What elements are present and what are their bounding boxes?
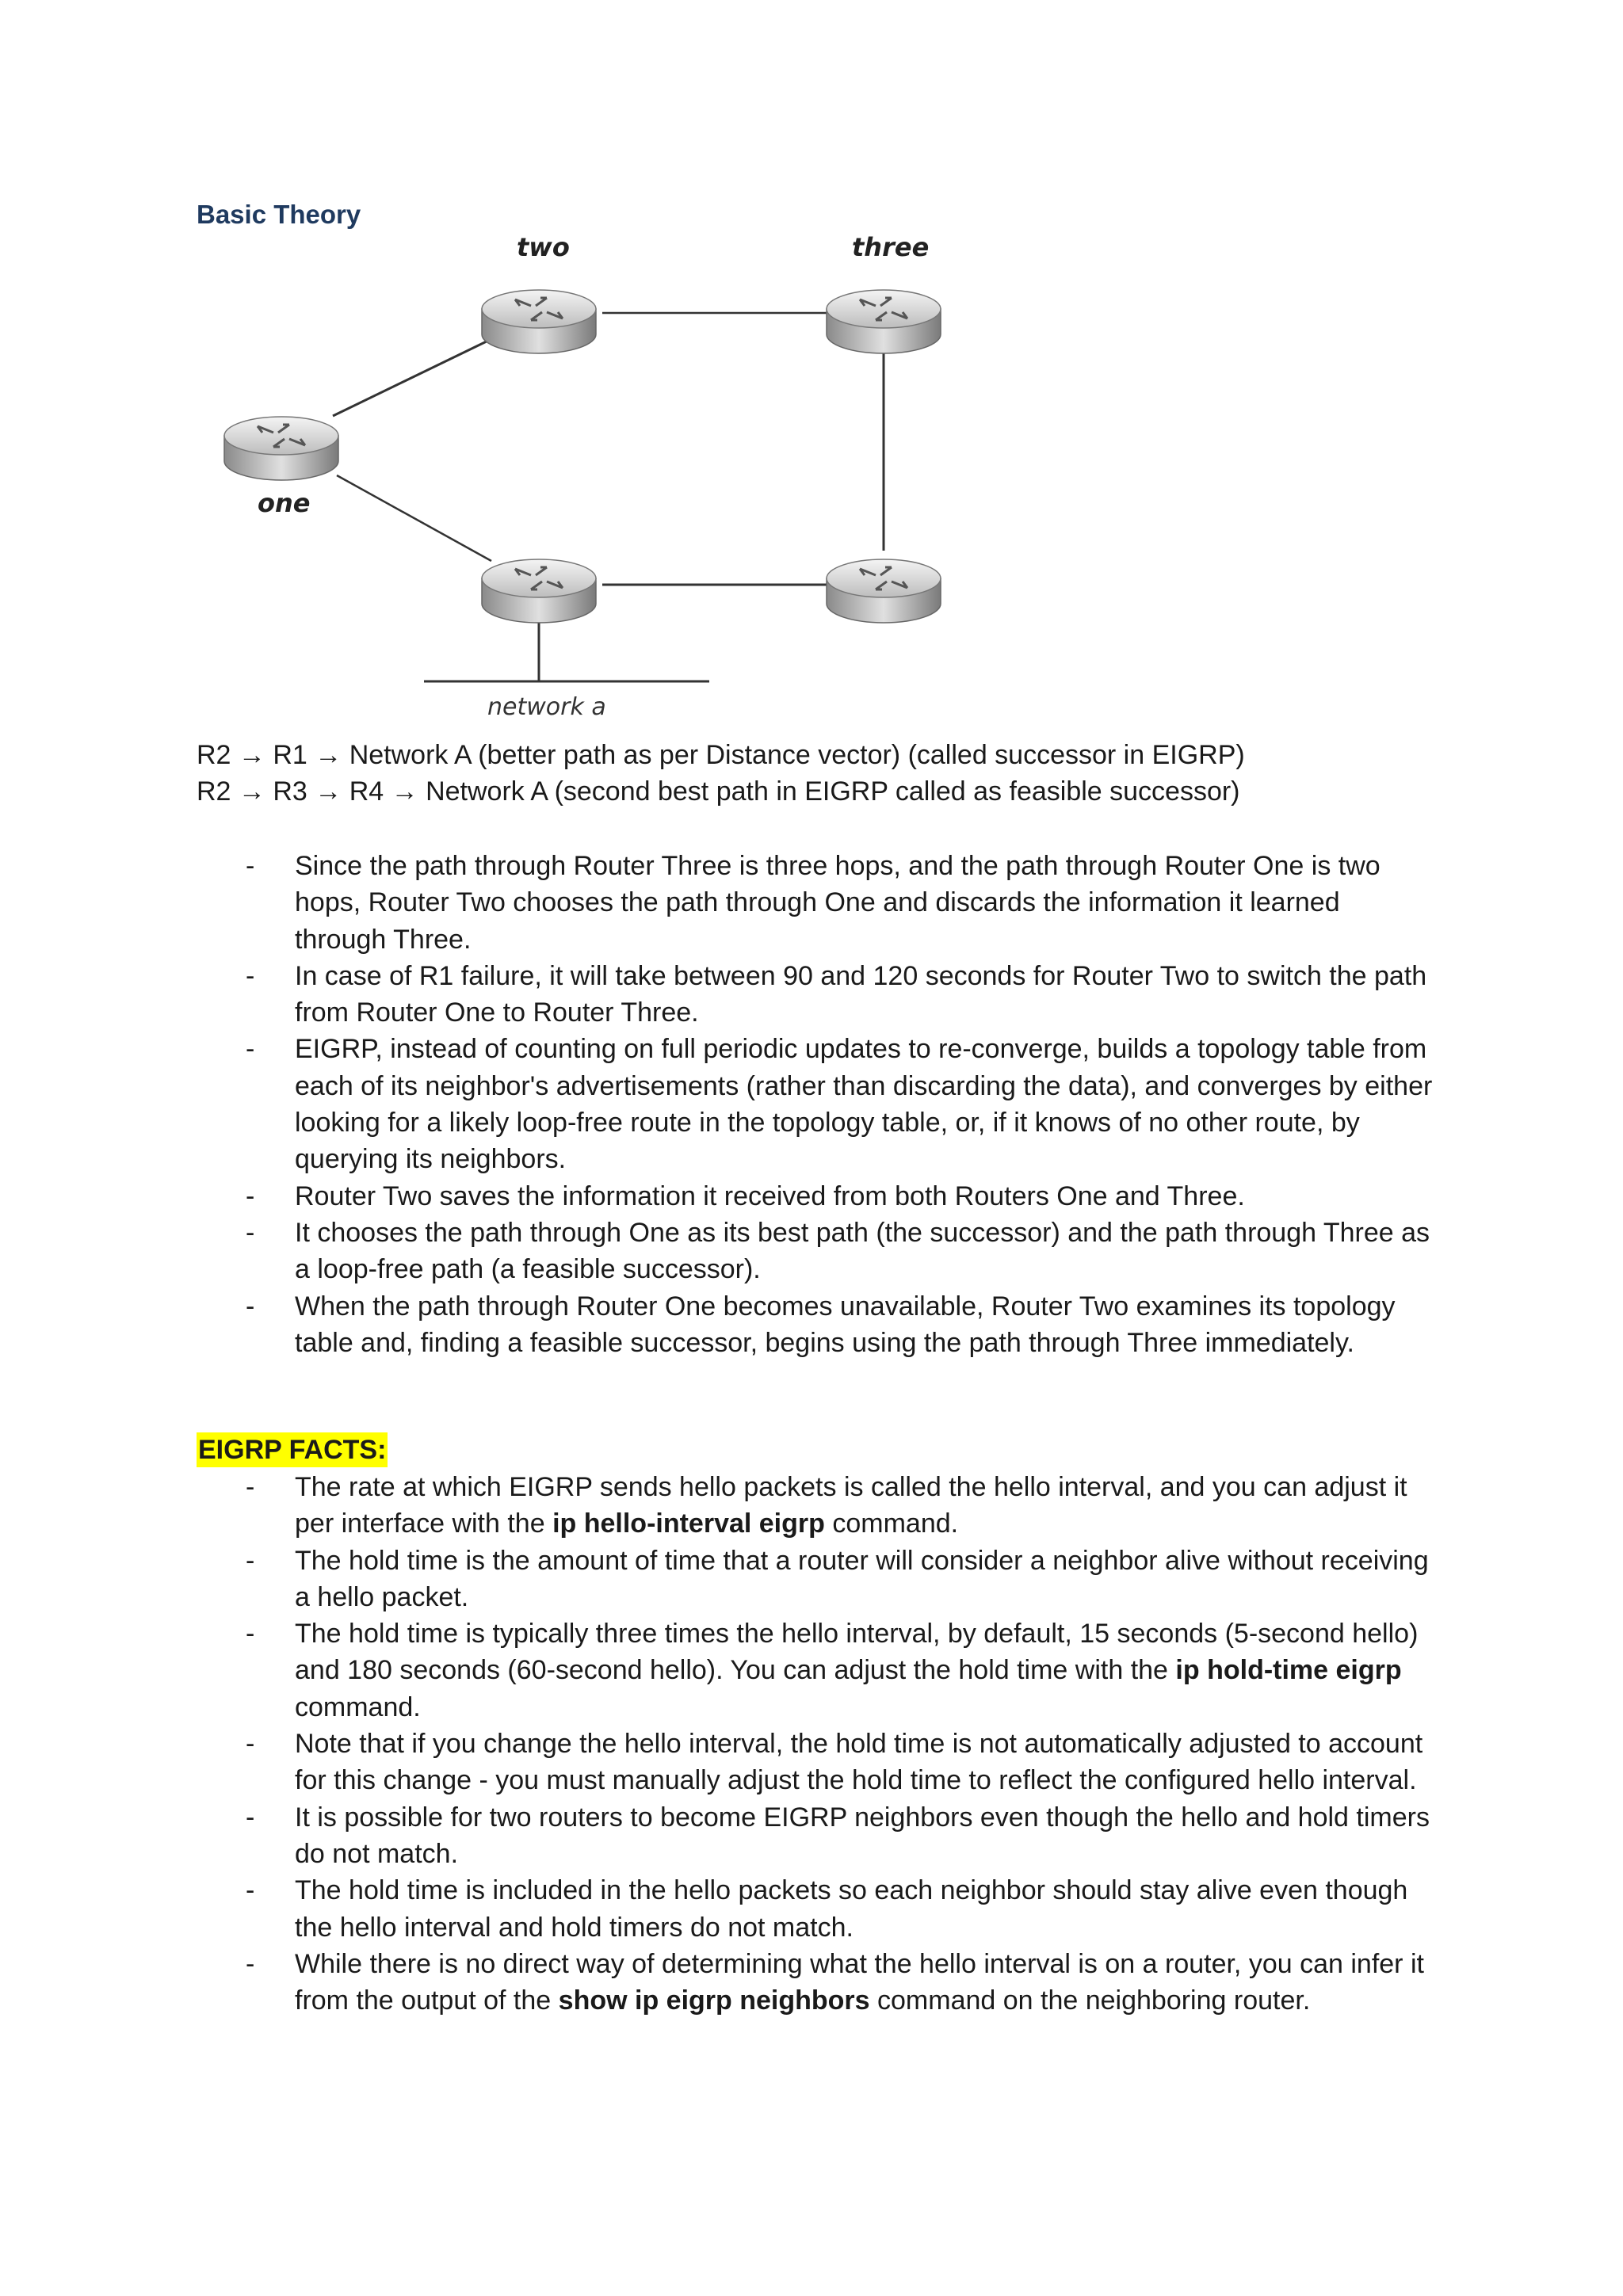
dash-bullet: - xyxy=(246,1291,255,1322)
dash-bullet: - xyxy=(246,1034,255,1065)
section-heading-eigrp-facts: EIGRP FACTS: xyxy=(197,1432,388,1467)
list-item: - EIGRP, instead of counting on full periodic updates to re-converge, builds a topology table from each of its neighbor's advertisements (rather than discarding the data), and converges by either looking for a likely loop-free route in the topology table, or, if it knows of no other route, by querying its neighbors. xyxy=(197,1031,1433,1177)
network-topology-diagram xyxy=(214,230,991,737)
router-four-icon xyxy=(827,559,941,623)
dash-bullet: - xyxy=(246,1545,255,1576)
dash-bullet: - xyxy=(246,1948,255,1979)
list-item: - Since the path through Router Three is three hops, and the path through Router One is two hops, Router Two chooses the path through One and discards the information it learned through Three. xyxy=(197,848,1433,958)
theory-points-list xyxy=(197,848,1433,1361)
dash-bullet: - xyxy=(246,960,255,991)
router-three-icon xyxy=(827,290,941,353)
dash-bullet: - xyxy=(246,1619,255,1650)
section-heading-basic-theory: Basic Theory xyxy=(197,200,361,229)
list-item: - Note that if you change the hello interval, the hold time is not automatically adjusted to account for this change - you must manually adjust the hold time to reflect the configured hello interval. xyxy=(197,1726,1433,1799)
link-one-bottom xyxy=(337,475,491,561)
dash-bullet: - xyxy=(246,1472,255,1502)
command-text: ip hello-interval eigrp xyxy=(552,1508,825,1539)
list-item: - The hold time is included in the hello packets so each neighbor should stay alive even though the hello interval and hold timers do not match. xyxy=(197,1872,1433,1946)
dash-bullet: - xyxy=(246,1729,255,1760)
label-three: three xyxy=(852,232,930,262)
list-item: - Router Two saves the information it received from both Routers One and Three. xyxy=(197,1178,1433,1215)
list-item: - While there is no direct way of determining what the hello interval is on a router, you can infer it from the output of the show ip eigrp neighbors command on the neighboring router. xyxy=(197,1946,1433,2019)
route-descriptions xyxy=(197,737,1245,810)
router-two-icon xyxy=(482,290,596,353)
list-item: - It is possible for two routers to become EIGRP neighbors even though the hello and hold timers do not match. xyxy=(197,1799,1433,1873)
link-one-two xyxy=(333,339,491,416)
dash-bullet: - xyxy=(246,851,255,881)
list-item: - In case of R1 failure, it will take between 90 and 120 seconds for Router Two to switch the path from Router One to Router Three. xyxy=(197,958,1433,1032)
router-bottom-icon xyxy=(482,559,596,623)
list-item: - It chooses the path through One as its best path (the successor) and the path through Three as a loop-free path (a feasible successor). xyxy=(197,1215,1433,1288)
command-text: show ip eigrp neighbors xyxy=(558,1985,870,2016)
list-item: - The hold time is the amount of time that a router will consider a neighbor alive without receiving a hello packet. xyxy=(197,1543,1433,1616)
dash-bullet: - xyxy=(246,1875,255,1906)
router-one-icon xyxy=(224,417,338,480)
eigrp-facts-list xyxy=(197,1469,1433,2019)
label-network-a: network a xyxy=(487,693,606,721)
route-line-primary: R2 → R1 → Network A (better path as per Distance vector) (called successor in EIGRP) xyxy=(197,740,1245,770)
label-one: one xyxy=(258,488,311,518)
list-item: - The rate at which EIGRP sends hello packets is called the hello interval, and you can adjust it per interface with the ip hello-interval eigrp command. xyxy=(197,1469,1433,1543)
dash-bullet: - xyxy=(246,1217,255,1248)
list-item: - When the path through Router One becomes unavailable, Router Two examines its topology table and, finding a feasible successor, begins using the path through Three immediately. xyxy=(197,1288,1433,1362)
dash-bullet: - xyxy=(246,1802,255,1833)
label-two: two xyxy=(517,232,570,262)
list-item: - The hold time is typically three times the hello interval, by default, 15 seconds (5-second hello) and 180 seconds (60-second hello). You can adjust the hold time with the ip hold-time eigrp command. xyxy=(197,1615,1433,1726)
dash-bullet: - xyxy=(246,1180,255,1211)
command-text: ip hold-time eigrp xyxy=(1175,1655,1402,1686)
route-line-secondary: R2 → R3 → R4 → Network A (second best path in EIGRP called as feasible successor) xyxy=(197,776,1240,807)
